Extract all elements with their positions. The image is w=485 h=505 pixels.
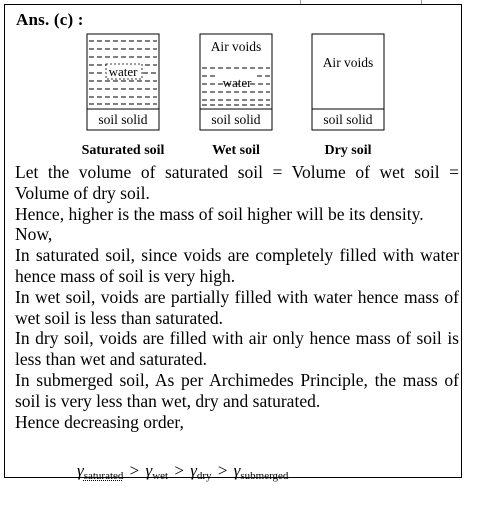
saturated-soil-solid-label: soil solid <box>98 112 148 127</box>
dry-soil-block <box>312 34 384 130</box>
term-wet: wet <box>152 470 169 482</box>
wet-soil-caption: Wet soil <box>212 143 260 158</box>
gamma-symbol: γ <box>190 461 197 480</box>
explanation-text <box>15 162 459 432</box>
greater-than-operator: > <box>174 461 184 480</box>
dry-soil-solid-label: soil solid <box>323 112 373 127</box>
greater-than-operator: > <box>217 461 228 480</box>
saturated-soil-caption: Saturated soil <box>81 143 165 158</box>
gamma-symbol: γ <box>145 461 153 480</box>
unit-weight-order-formula <box>77 461 288 482</box>
paragraph-now: Now, <box>15 224 53 245</box>
wet-soil-solid-label: soil solid <box>211 112 261 127</box>
gamma-symbol: γ <box>77 461 84 480</box>
term-saturated: saturated <box>83 470 124 482</box>
dry-air-voids-label: Air voids <box>322 55 374 70</box>
paragraph-volume: Let the volume of saturated soil = Volume of wet soil = Volume of dry soil. <box>15 162 459 203</box>
paragraph-wet: In wet soil, voids are partially filled with water hence mass of wet soil is less than saturated. <box>15 286 459 328</box>
paragraph-dry: In dry soil, voids are filled with air only hence mass of soil is less than wet and saturated. <box>15 328 459 370</box>
term-submerged: submerged <box>240 470 289 482</box>
saturated-soil-block <box>87 34 159 130</box>
soil-phase-diagram <box>5 5 463 165</box>
greater-than-operator: > <box>129 461 140 480</box>
wet-water-label: water <box>222 75 252 90</box>
term-dry: dry <box>196 470 212 482</box>
dry-soil-caption: Dry soil <box>324 143 372 158</box>
paragraph-submerged: In submerged soil, As per Archimedes Principle, the mass of soil is very less than wet, dry and saturated. <box>15 369 459 411</box>
gamma-symbol: γ <box>233 461 241 480</box>
wet-soil-block <box>200 34 272 130</box>
wet-air-voids-label: Air voids <box>210 39 262 54</box>
saturated-water-label: water <box>108 64 138 79</box>
paragraph-density: Hence, higher is the mass of soil higher will be its density. <box>15 203 424 224</box>
answer-box <box>4 4 462 482</box>
paragraph-order: Hence decreasing order, <box>15 411 184 432</box>
answer-label: Ans. (c) : <box>16 10 84 29</box>
paragraph-saturated: In saturated soil, since voids are completely filled with water hence mass of soil is very high. <box>15 245 459 286</box>
